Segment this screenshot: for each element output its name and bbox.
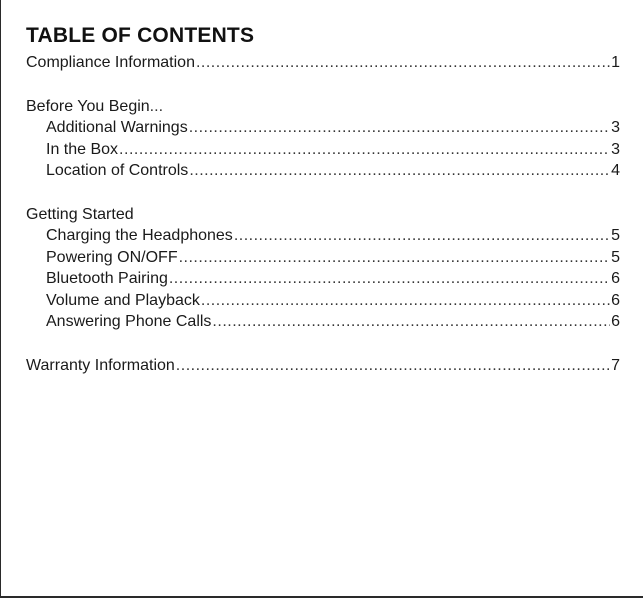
- toc-entry-page: 6: [611, 291, 620, 309]
- table-of-contents: [26, 24, 620, 376]
- toc-entry-label: Additional Warnings: [46, 119, 188, 136]
- toc-entry-label: Location of Controls: [46, 162, 189, 179]
- toc-entry-in-the-box[interactable]: [26, 139, 620, 161]
- toc-leader-dots: [189, 117, 610, 139]
- toc-entry-label: In the Box: [46, 140, 119, 158]
- toc-title: TABLE OF CONTENTS: [26, 24, 255, 47]
- toc-leader-dots: [176, 355, 610, 377]
- toc-entry-volume-and-playback[interactable]: [26, 290, 620, 312]
- toc-entry-page: 7: [611, 356, 620, 374]
- toc-entry-label: Answering Phone Calls: [46, 313, 212, 330]
- toc-entry-bluetooth-pairing[interactable]: [26, 268, 620, 290]
- toc-entry-page: 1: [611, 54, 620, 71]
- toc-entry-label: Volume and Playback: [46, 291, 200, 309]
- toc-section-heading-trail: ...: [149, 97, 164, 115]
- toc-entry-label: Powering ON/OFF: [46, 248, 178, 266]
- toc-entry-label: Charging the Headphones: [46, 227, 233, 244]
- toc-entry-page: 4: [611, 162, 620, 179]
- toc-leader-dots: [201, 290, 610, 312]
- toc-entry-label: Compliance Information: [26, 54, 195, 71]
- toc-leader-dots: [234, 225, 610, 247]
- toc-entry-answering-phone-calls[interactable]: [26, 311, 620, 333]
- page-edge-left: [0, 0, 1, 598]
- toc-entry-location-of-controls[interactable]: [26, 160, 620, 182]
- toc-section-heading: Before You Begin: [26, 97, 150, 115]
- toc-entry-page: 3: [611, 140, 620, 158]
- toc-leader-dots: [189, 160, 610, 182]
- toc-entry-warranty-information[interactable]: [26, 355, 620, 377]
- toc-entry-additional-warnings[interactable]: [26, 117, 620, 139]
- toc-entry-page: 5: [611, 227, 620, 244]
- toc-entry-page: 5: [611, 248, 620, 266]
- toc-entry-powering-on-off[interactable]: [26, 247, 620, 269]
- toc-leader-dots: [196, 52, 610, 74]
- toc-entry-label: Warranty Information: [26, 356, 175, 374]
- toc-entry-compliance-information[interactable]: [26, 52, 620, 74]
- toc-entry-page: 6: [611, 313, 620, 330]
- toc-entry-charging-the-headphones[interactable]: [26, 225, 620, 247]
- toc-leader-dots: [169, 268, 610, 290]
- toc-section-before-you-begin[interactable]: [26, 96, 620, 118]
- toc-entry-page: 6: [611, 270, 620, 287]
- toc-leader-dots: [119, 139, 610, 161]
- toc-entry-page: 3: [611, 119, 620, 136]
- toc-leader-dots: [179, 247, 611, 269]
- toc-entry-label: Bluetooth Pairing: [46, 270, 168, 287]
- toc-section-heading: Getting Started: [26, 205, 134, 223]
- toc-leader-dots: [212, 311, 610, 333]
- toc-section-getting-started[interactable]: [26, 204, 620, 226]
